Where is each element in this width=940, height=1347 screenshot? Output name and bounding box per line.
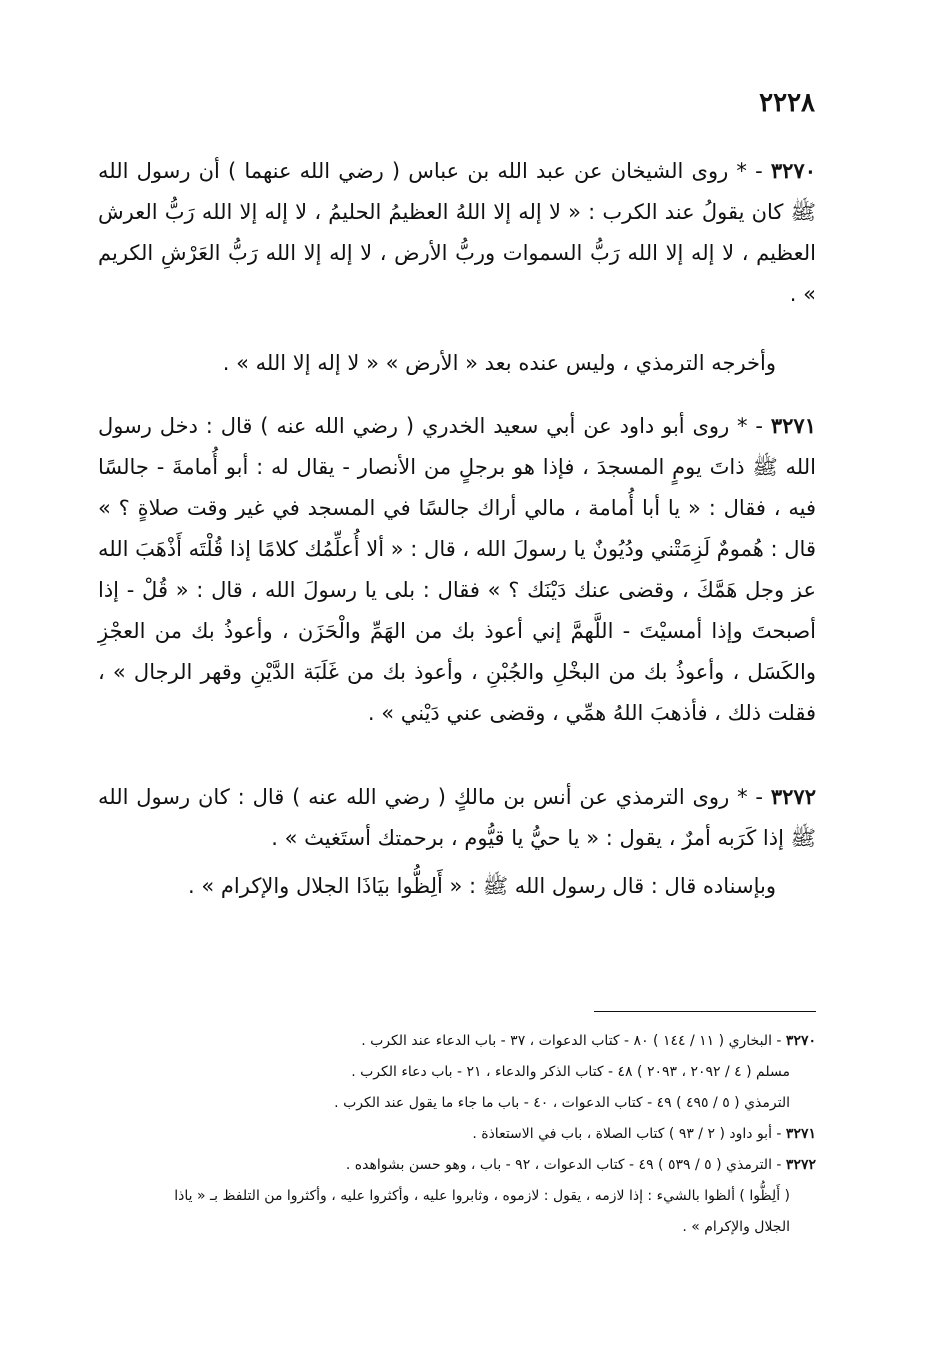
tirmidhi-note [98, 343, 816, 384]
note-text: وأخرجه الترمذي ، وليس عنده بعد « الأرض » « لا إله إلا الله » . [222, 351, 776, 375]
footnote-text: - البخاري ( ١١ / ١٤٤ ) ٨٠ - كتاب الدعوات ، ٣٧ - باب الدعاء عند الكرب . [361, 1033, 782, 1049]
footnote-text: الجلال والإكرام » . [682, 1219, 790, 1235]
hadith-number: ٣٢٧١ [770, 413, 816, 438]
footnote-text: - أبو داود ( ٢ / ٩٣ ) كتاب الصلاة ، باب في الاستعاذة . [472, 1126, 782, 1142]
footnote-line [98, 1057, 816, 1088]
footnote-text: - الترمذي ( ٥ / ٥٣٩ ) ٤٩ - كتاب الدعوات ، ٩٢ - باب ، وهو حسن بشواهده . [345, 1157, 782, 1173]
footnote-text: ( أَلِظُّوا ) ألظوا بالشيء : إذا لازمه ، يقول : لازموه ، وثابروا عليه ، وأكثروا عليه ، وأكثروا من التلفظ بـ « ياذا [174, 1188, 790, 1204]
page-number: ٢٢٢٨ [759, 88, 815, 118]
hadith-text: - * روى أبو داود عن أبي سعيد الخدري ( رضي الله عنه ) قال : دخل رسول الله ﷺ ذاتَ يومٍ المسجدَ ، فإذا هو برجلٍ من الأنصار - يقال له : أبو أُمامةَ - جالسًا فيه ، فقال : « يا أبا أُمامة ، مالي أراك جالسًا في المسجد في غير وقت صلاةٍ ؟ » قال : هُمومٌ لَزِمَتْني ودُيُونٌ يا رسولَ الله ، قال : « ألا أُعلِّمُك كلامًا إذا قُلْتَه أَذْهَبَ الله عز وجل هَمَّكَ ، وقضى عنك دَيْنَك ؟ » فقال : بلى يا رسولَ الله ، قال : « قُلْ - إذا أصبحتَ وإذا أمسيْتَ - اللَّهمَّ إني أعوذ بك من الهَمِّ والْحَزَن ، وأعوذُ بك من العجْزِ والكَسَل ، وأعوذُ بك من البخْلِ والجُبْنِ ، وأعوذ بك من غَلَبَة الدَّيْنِ وقهر الرجال » ، فقلت ذلك ، فأذهبَ اللهُ همِّي ، وقضى عني دَيْني » . [97, 414, 816, 725]
hadith-3272 [98, 776, 816, 859]
footnote-number: ٣٢٧١ [785, 1126, 816, 1142]
footnote-text: الترمذي ( ٥ / ٤٩٥ ) ٤٩ - كتاب الدعوات ، ٤٠ - باب ما جاء ما يقول عند الكرب . [334, 1095, 790, 1111]
footnote-line [98, 1119, 816, 1150]
footnote-line [98, 1088, 816, 1119]
footnote-number: ٣٢٧٢ [785, 1157, 816, 1173]
hadith-text: - * روى الترمذي عن أنس بن مالكٍ ( رضي الله عنه ) قال : كان رسول الله ﷺ إذا كَرَبه أمرٌ ، يقول : « يا حيُّ يا قيُّوم ، برحمتك أستَغيث » . [98, 785, 816, 850]
footnote-line [98, 1212, 816, 1243]
hadith-number: ٣٢٧٠ [770, 158, 816, 183]
isnad-note [98, 866, 816, 907]
footnote-line [98, 1150, 816, 1181]
footnote-line [98, 1026, 816, 1057]
footnote-number: ٣٢٧٠ [785, 1033, 816, 1049]
footnotes [98, 1026, 816, 1243]
hadith-text: - * روى الشيخان عن عبد الله بن عباس ( رضي الله عنهما ) أن رسول الله ﷺ كان يقولُ عند الكرب : « لا إله إلا اللهُ العظيمُ الحليمُ ، لا إله إلا الله رَبُّ العرش العظيم ، لا إله إلا الله رَبُّ السموات وربُّ الأرض ، لا إله إلا الله رَبُّ العَرْشِ الكريم » . [98, 159, 816, 306]
hadith-3271 [98, 405, 816, 734]
hadith-number: ٣٢٧٢ [770, 784, 816, 809]
footnote-text: مسلم ( ٤ / ٢٠٩٢ ، ٢٠٩٣ ) ٤٨ - كتاب الذكر والدعاء ، ٢١ - باب دعاء الكرب . [351, 1064, 790, 1080]
footnote-line [98, 1181, 816, 1212]
hadith-3270 [98, 150, 816, 315]
footnote-separator [594, 1011, 816, 1012]
note-text: وبإسناده قال : قال رسول الله ﷺ : « أَلِظُّوا بيَاذَا الجلال والإكرام » . [188, 874, 776, 898]
